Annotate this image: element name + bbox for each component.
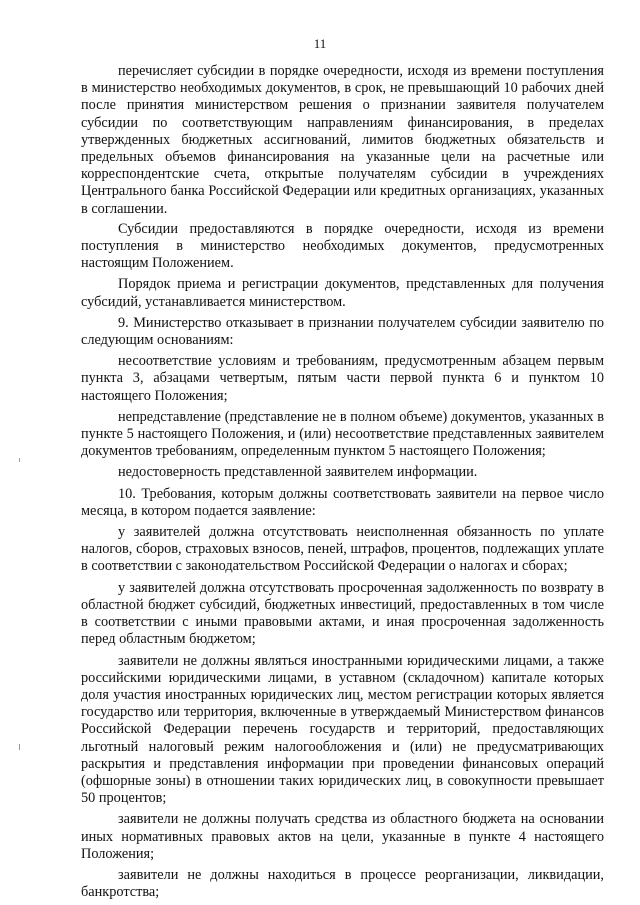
paragraph-3: Порядок приема и регистрации документов, представленных для получения субсидий, устанавливается министерством.	[81, 276, 604, 310]
paragraph-4: 9. Министерство отказывает в признании получателем субсидии заявителю по следующим основаниям:	[81, 314, 604, 349]
paragraph-8: 10. Требования, которым должны соответствовать заявители на первое число месяца, в котором подается заявление:	[81, 485, 604, 519]
paragraph-2: Субсидии предоставляются в порядке очередности, исходя из времени поступления в министерство необходимых документов, предусмотренных настоящим Положением.	[81, 220, 604, 272]
paragraph-6: непредставление (представление не в полном объеме) документов, указанных в пункте 5 настоящего Положения, и (или) несоответствие представленных заявителем документов требованиям, определенным пунктом 5 настоящего Положения;	[81, 408, 604, 460]
paragraph-10: у заявителей должна отсутствовать просроченная задолженность по возврату в областной бюджет субсидий, бюджетных инвестиций, предоставленных в том числе в соответствии с иными правовыми актами, и иная просроченная задолженность перед областным бюджетом;	[81, 579, 604, 648]
page-number: 11	[313, 36, 327, 51]
paragraph-5: несоответствие условиям и требованиям, предусмотренным абзацем первым пункта 3, абзацами четвертым, пятым части первой пункта 6 и пунктом 10 настоящего Положения;	[81, 353, 604, 404]
paragraph-12: заявители не должны получать средства из областного бюджета на основании иных нормативных правовых актов на цели, указанные в пункте 4 настоящего Положения;	[81, 811, 604, 862]
scan-mark	[19, 458, 20, 462]
paragraph-7: недостоверность представленной заявителем информации.	[118, 464, 478, 481]
paragraph-1: перечисляет субсидии в порядке очередности, исходя из времени поступления в министерство необходимых документов, в срок, не превышающий 10 рабочих дней после принятия министерством решения о признании заявителя получателем субсидии по соответствующим направлениям финансирования, в пределах утвержденных бюджетных ассигнований, лимитов бюджетных обязательств и предельных объемов финансирования на указанные цели на расчетные или корреспондентские счета, открытые получателям субсидии в учреждениях Центрального банка Российской Федерации или кредитных организациях, указанных в соглашении.	[81, 63, 604, 217]
paragraph-13: заявители не должны находиться в процессе реорганизации, ликвидации, банкротства;	[81, 866, 604, 901]
paragraph-9: у заявителей должна отсутствовать неисполненная обязанность по уплате налогов, сборов, страховых взносов, пеней, штрафов, процентов, подлежащих уплате в соответствии с законодательством Российской Федерации о налогах и сборах;	[81, 524, 604, 575]
document-body	[81, 63, 604, 905]
scan-mark	[19, 744, 20, 750]
paragraph-11: заявители не должны являться иностранными юридическими лицами, а также российскими юридическими лицами, в уставном (складочном) капитале которых доля участия иностранных юридических лиц, местом регистрации которых является государство или территория, включенные в утверждаемый Министерством финансов Российской Федерации перечень государств и территорий, предоставляющих льготный налоговый режим налогообложения и (или) не предусматривающих раскрытия и представления информации при проведении финансовых операций (офшорные зоны) в отношении таких юридических лиц, в совокупности превышает 50 процентов;	[81, 652, 604, 807]
